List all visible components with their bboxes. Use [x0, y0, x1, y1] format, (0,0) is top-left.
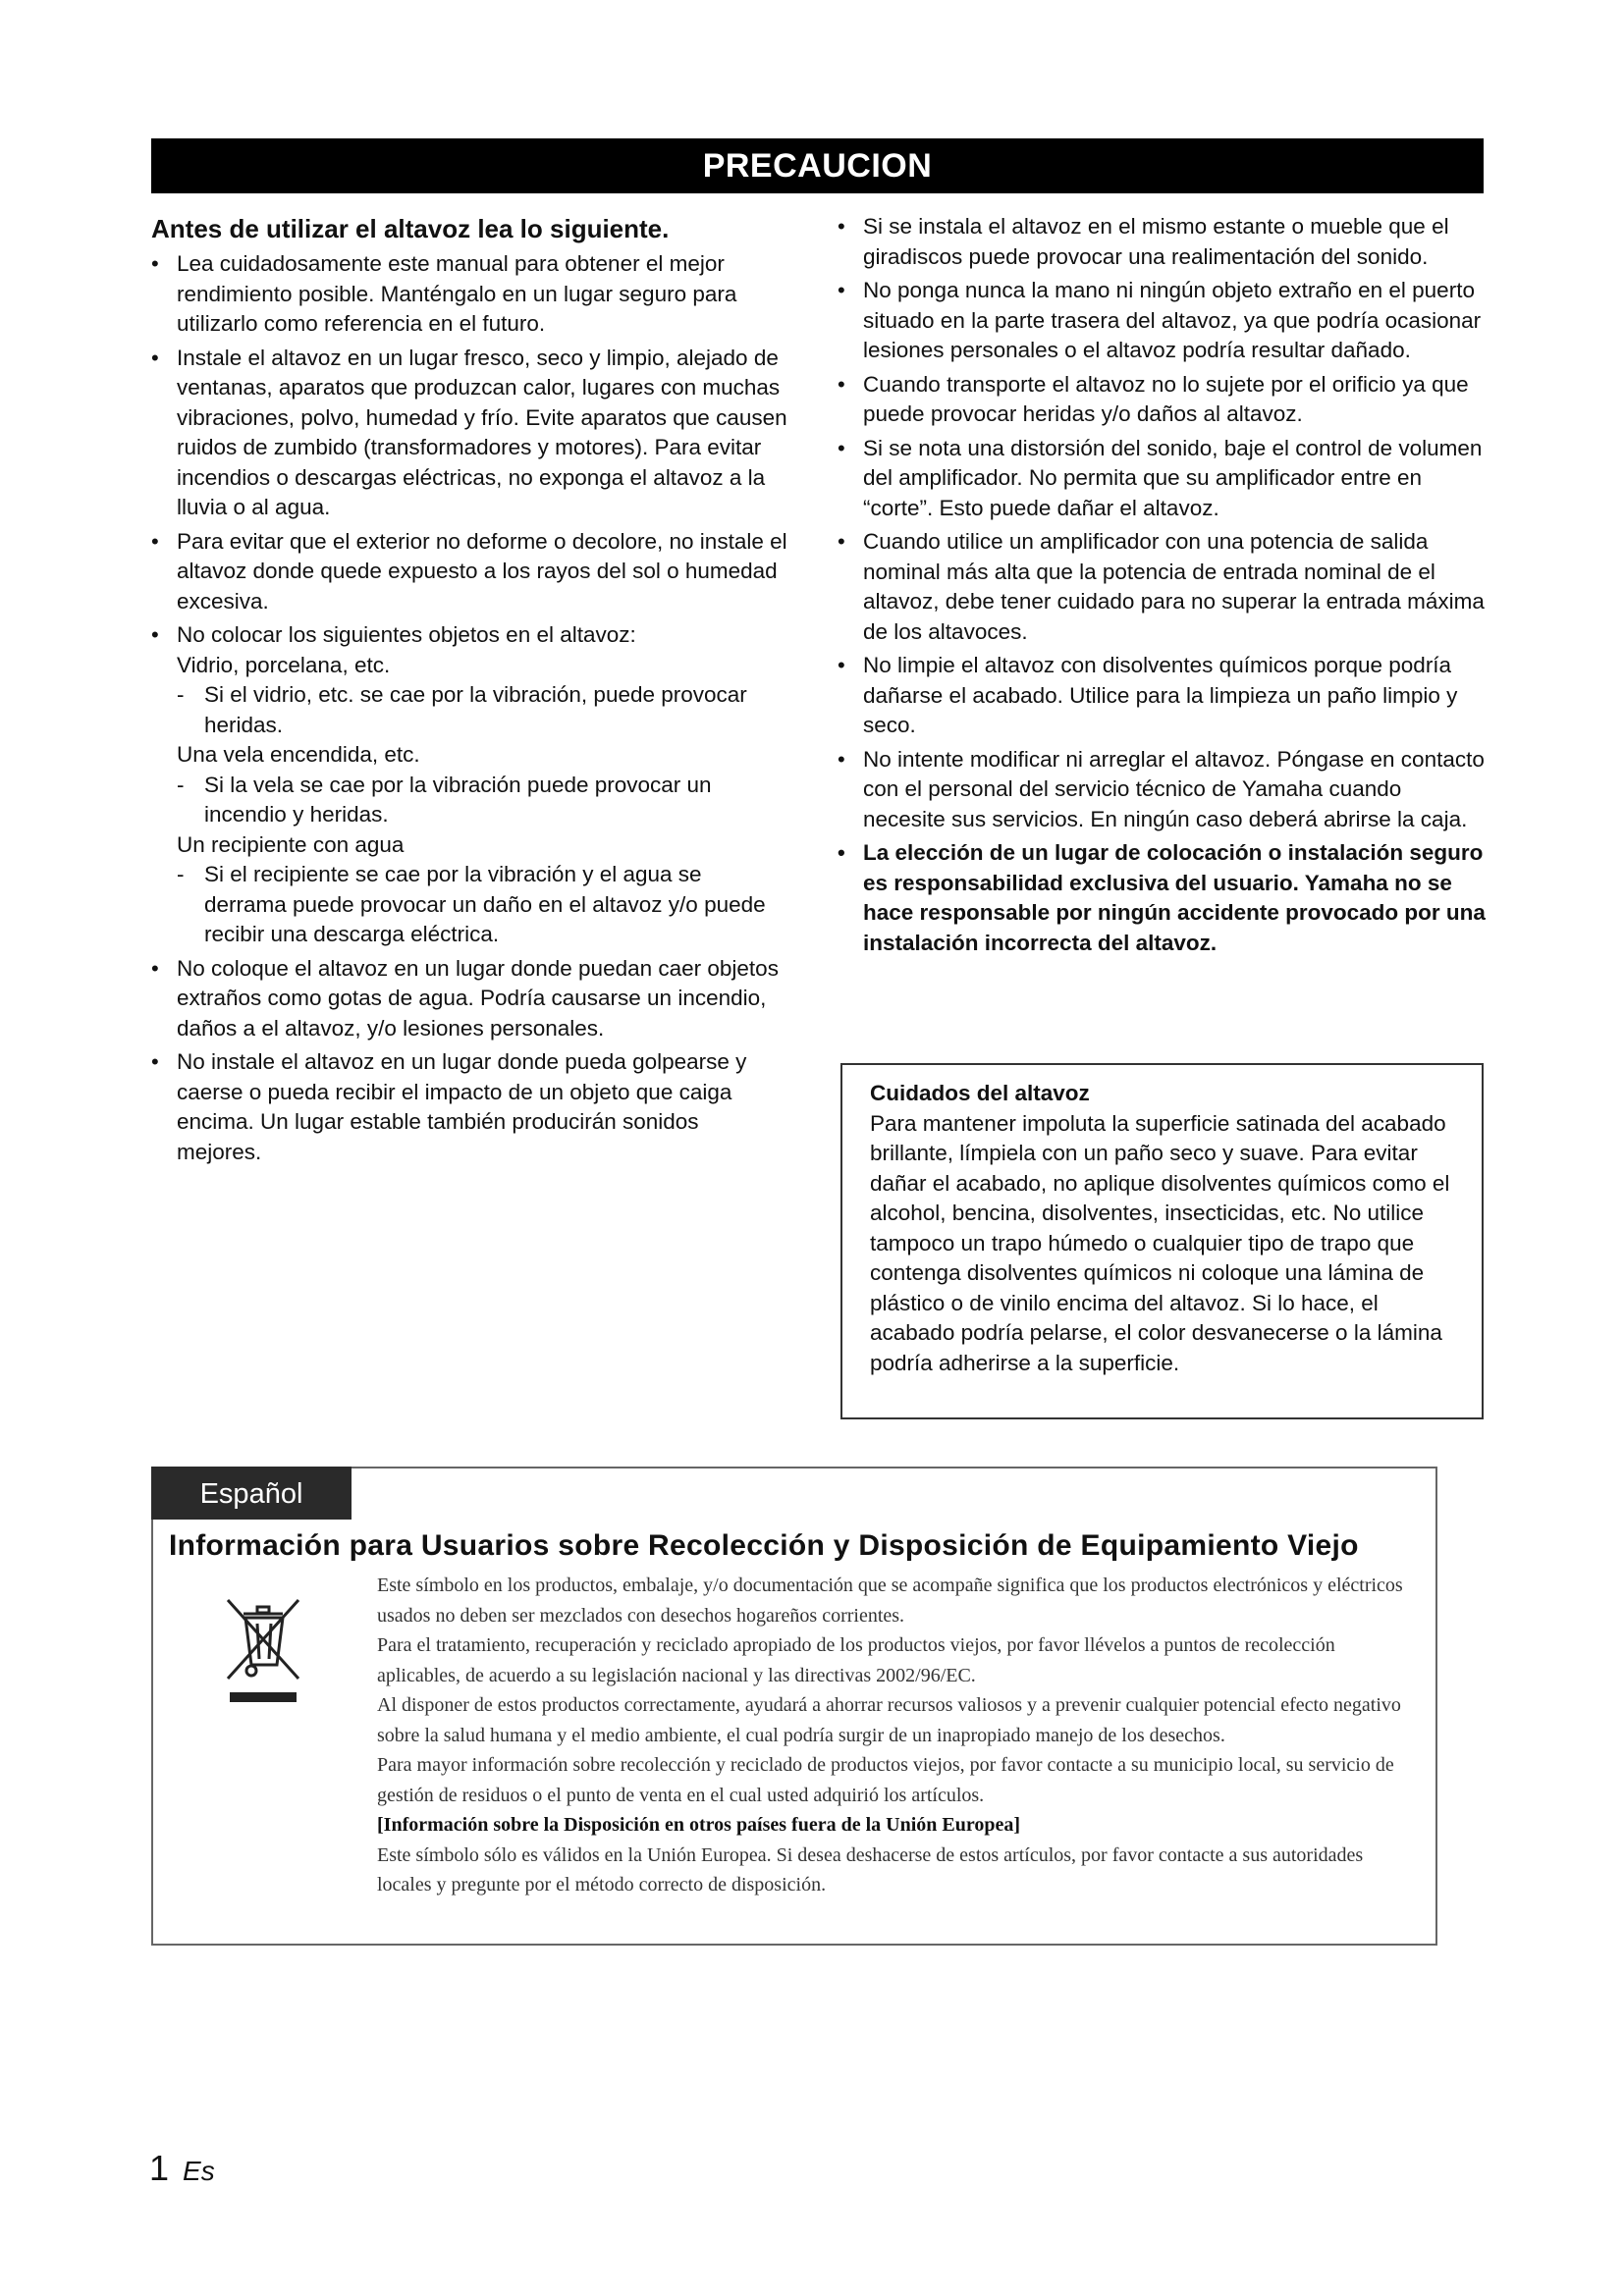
precaution-list-left [151, 249, 787, 1167]
precaution-item: • No ponga nunca la mano ni ningún objeto extraño en el puerto situado en la parte trasera del altavoz, ya que podría ocasionar lesiones personales o el altavoz podría resultar dañado. [838, 276, 1486, 366]
precaution-item: • Instale el altavoz en un lugar fresco, seco y limpio, alejado de ventanas, aparatos que produzcan calor, lugares con muchas vibraciones, polvo, humedad y frío. Evite aparatos que causen ruidos de zumbido (transformadores y motores). Para evitar incendios o descargas eléctricas, no exponga el altavoz a la lluvia o al agua. [151, 344, 787, 523]
disposal-paragraph: Para el tratamiento, recuperación y reciclado apropiado de los productos viejos, por favor llévelos a puntos de recolección aplicables, de acuerdo a su legislación nacional y las directivas 2002/96/EC. [377, 1634, 1335, 1686]
disposal-title: Información para Usuarios sobre Recolección y Disposición de Equipamiento Viejo [169, 1529, 1359, 1562]
disposal-text [377, 1571, 1422, 1900]
precaution-item: • No limpie el altavoz con disolventes químicos porque podría dañarse el acabado. Utilice para la limpieza un paño limpio y seco. [838, 651, 1486, 741]
responsibility-notice: • La elección de un lugar de colocación o instalación seguro es responsabilidad exclusiva del usuario. Yamaha no se hace responsable por ningún accidente provocado por una instalación incorrecta del altavoz. [838, 838, 1486, 958]
disposal-paragraph: Al disponer de estos productos correctamente, ayudará a ahorrar recursos valiosos y a prevenir cualquier potencial efecto negativo sobre la salud humana y el medio ambiente, el cual podría surgir de un inapropiado manejo de los desechos. [377, 1694, 1401, 1746]
object-risk [177, 680, 787, 740]
disposal-paragraph: Este símbolo en los productos, embalaje, y/o documentación que se acompañe significa que los productos electrónicos y eléctricos usados no deben ser mezclados con desechos hogareños corrientes. [377, 1575, 1403, 1627]
precaution-item: • No instale el altavoz en un lugar donde pueda golpearse y caerse o pueda recibir el impacto de un objeto que caiga encima. Un lugar estable también producirán sonidos mejores. [151, 1047, 787, 1167]
disposal-paragraph: Para mayor información sobre recolección y reciclado de productos viejos, por favor contacte a su municipio local, su servicio de gestión de residuos o el punto de venta en el cual usted adquirió los artículos. [377, 1754, 1394, 1806]
object-name: Una vela encendida, etc. [177, 742, 420, 767]
care-title: Cuidados del altavoz [870, 1081, 1090, 1105]
object-risk-text: Si el vidrio, etc. se cae por la vibración, puede provocar heridas. [204, 682, 747, 737]
object-risk-text: Si la vela se cae por la vibración puede provocar un incendio y heridas. [204, 772, 712, 827]
page-number-value: 1 [149, 2148, 170, 2188]
dash-marker: - [177, 772, 185, 797]
precaution-item: • Si se instala el altavoz en el mismo estante o mueble que el giradiscos puede provocar una realimentación del sonido. [838, 212, 1486, 272]
dash-marker: - [177, 862, 185, 886]
object-risk-text: Si el recipiente se cae por la vibración y el agua se derrama puede provocar un daño en el altavoz y/o puede recibir una descarga eléctrica. [204, 862, 766, 946]
care-text: Para mantener impoluta la superficie satinada del acabado brillante, límpiela con un paño seco y suave. Para evitar dañar el acabado, no aplique disolventes químicos como el alcohol, bencina, disolventes, insecticidas, etc. No utilice tampoco un trapo húmedo o cualquier tipo de trapo que contenga disolventes químicos ni coloque una lámina de plástico o de vinilo encima del altavoz. Si lo hace, el acabado podría pelarse, el color desvanecerse o la lámina podría adherirse a la superficie. [870, 1110, 1450, 1375]
precaution-item: • Lea cuidadosamente este manual para obtener el mejor rendimiento posible. Manténgalo en un lugar seguro para utilizarlo como referencia en el futuro. [151, 249, 787, 340]
object-name: Vidrio, porcelana, etc. [177, 652, 391, 677]
language-tab: Español [151, 1467, 352, 1520]
eu-text: Este símbolo sólo es válidos en la Unión Europea. Si desea deshacerse de estos artículos, por favor contacte a sus autoridades locales y pregunte por el método correcto de disposición. [377, 1843, 1364, 1896]
precaution-item: • Cuando utilice un amplificador con una potencia de salida nominal más alta que la potencia de entrada nominal de el altavoz, debe tener cuidado para no superar la entrada máxima de los altavoces. [838, 527, 1486, 647]
eu-heading: [Información sobre la Disposición en otros países fuera de la Unión Europea] [377, 1814, 1021, 1836]
care-box [840, 1063, 1484, 1419]
object-risk [177, 860, 787, 950]
precaution-list-right [838, 212, 1486, 958]
precaution-item: • Cuando transporte el altavoz no lo sujete por el orificio ya que puede provocar heridas y/o daños al altavoz. [838, 370, 1486, 430]
left-column [151, 212, 787, 1171]
right-column [838, 212, 1486, 962]
disposal-info-box [151, 1467, 1437, 1946]
precaution-item-objects [151, 620, 787, 950]
page-number [149, 2148, 215, 2189]
dash-marker: - [177, 682, 185, 707]
precaution-item: • Si se nota una distorsión del sonido, baje el control de volumen del amplificador. No permita que su amplificador entre en “corte”. Esto puede dañar el altavoz. [838, 434, 1486, 524]
precaution-item: • No intente modificar ni arreglar el altavoz. Póngase en contacto con el personal del servicio técnico de Yamaha cuando necesite sus servicios. En ningún caso deberá abrirse la caja. [838, 745, 1486, 835]
object-risk [177, 771, 787, 830]
language-code: Es [183, 2156, 215, 2186]
section-heading: Antes de utilizar el altavoz lea lo siguiente. [151, 214, 670, 243]
object-name: Un recipiente con agua [177, 831, 405, 857]
objects-intro: • No colocar los siguientes objetos en el altavoz: [177, 622, 636, 647]
precaution-item: • No coloque el altavoz en un lugar donde puedan caer objetos extraños como gotas de agua. Podría causarse un incendio, daños a el altavoz, y/o lesiones personales. [151, 954, 787, 1044]
crossed-out-wheelie-bin-icon [222, 1594, 304, 1712]
precaution-item: • Para evitar que el exterior no deforme o decolore, no instale el altavoz donde quede expuesto a los rayos del sol o humedad excesiva. [151, 527, 787, 617]
page-title: PRECAUCION [151, 138, 1484, 193]
